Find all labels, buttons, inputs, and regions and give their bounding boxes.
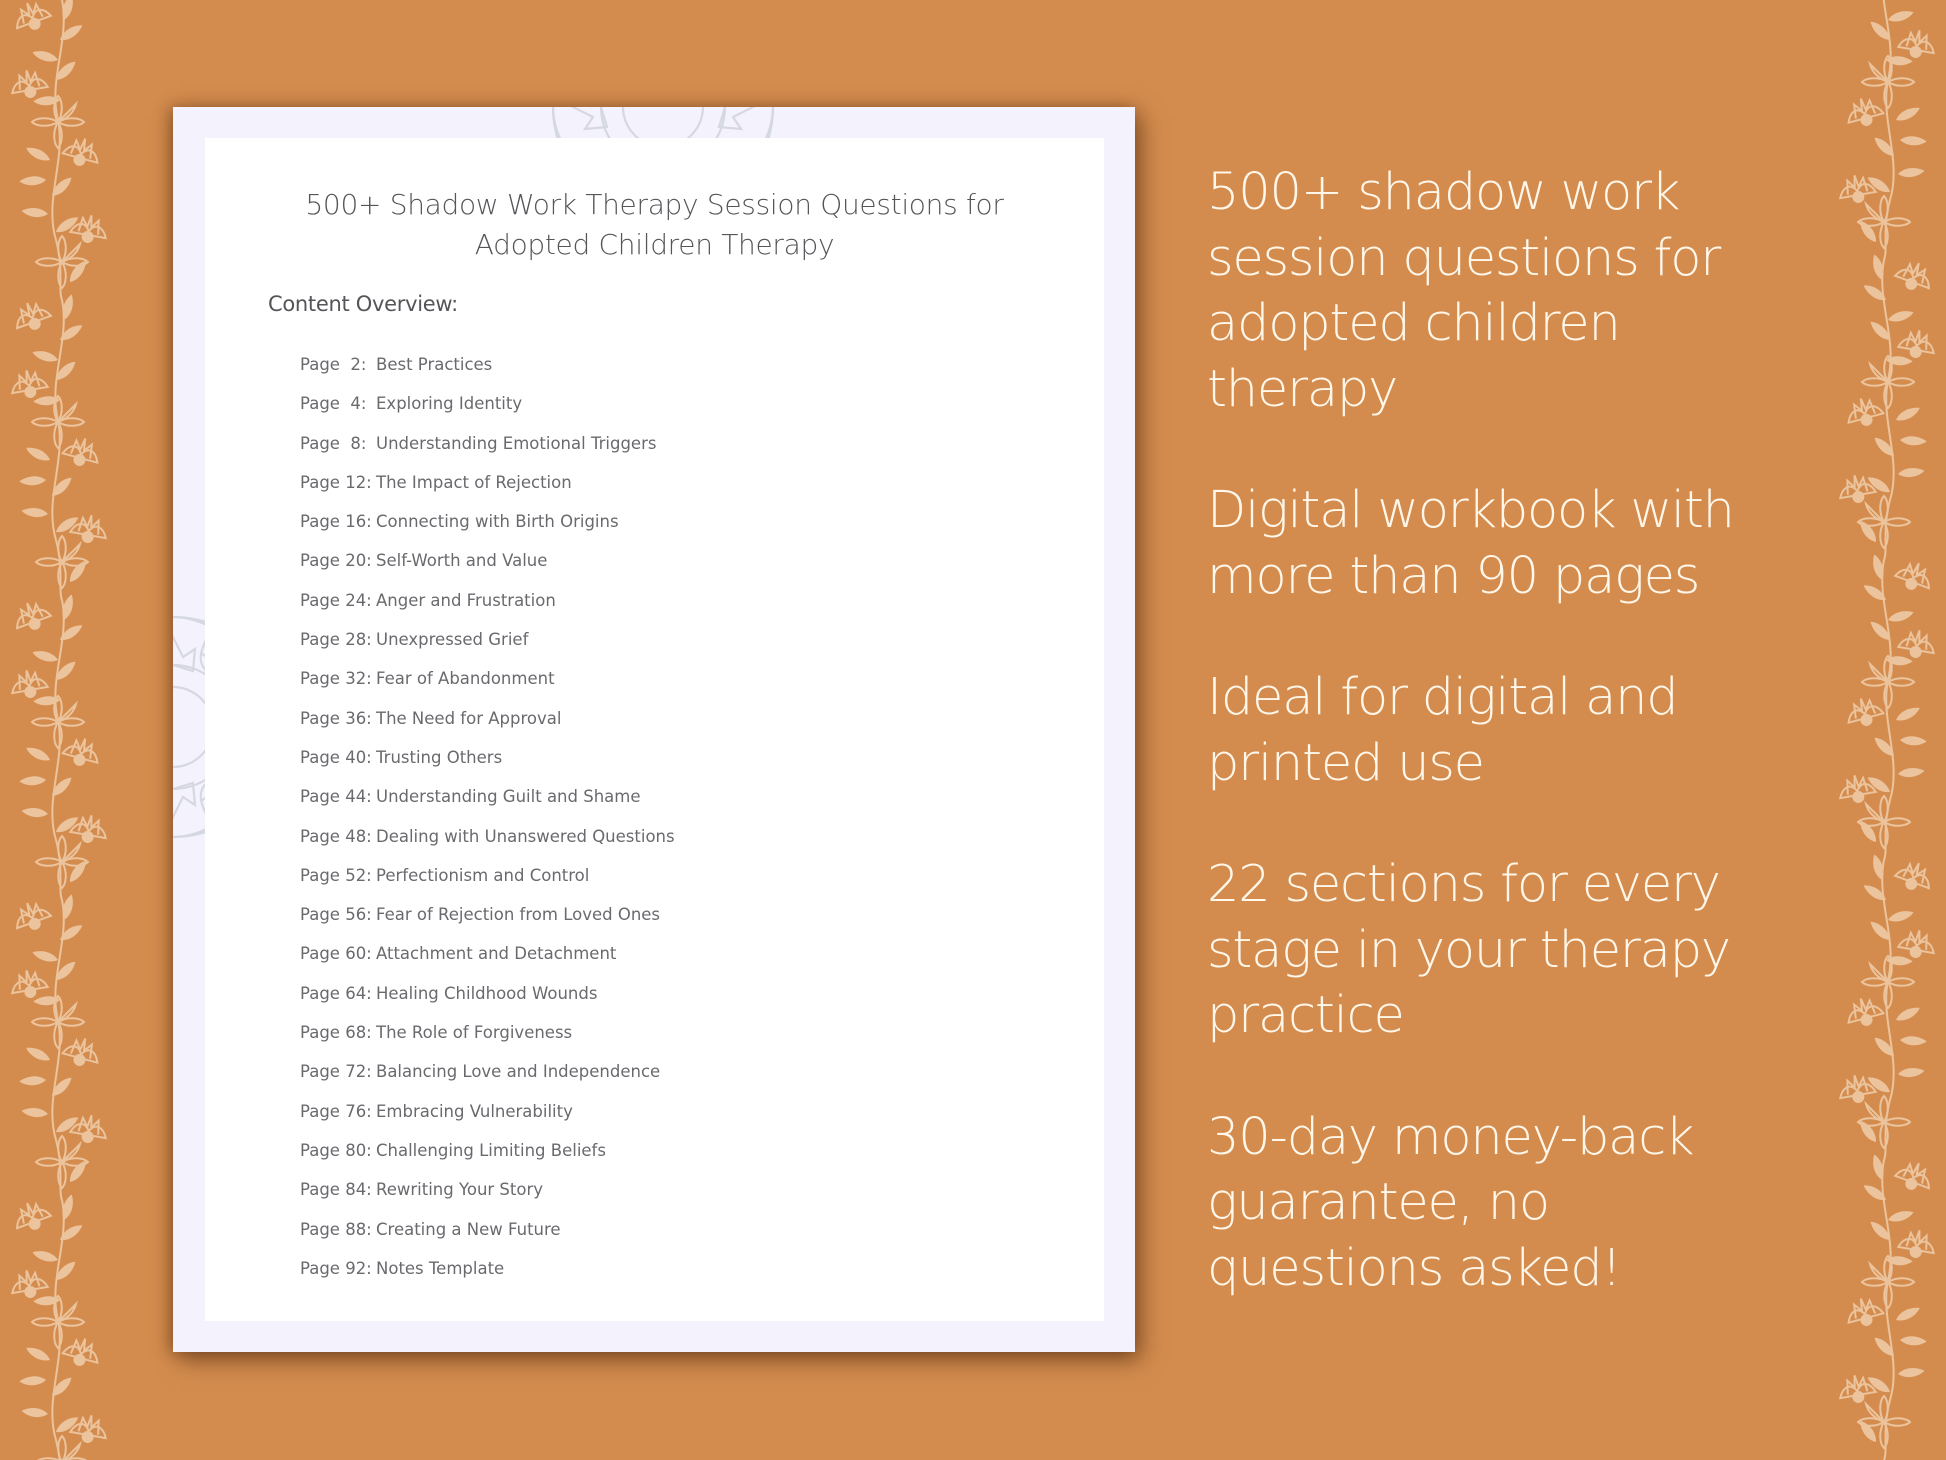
toc-item: Page 60: Attachment and Detachment xyxy=(300,944,617,964)
toc-item: Page 32: Fear of Abandonment xyxy=(300,669,555,689)
feature-item-usage: Ideal for digital and printed use xyxy=(1207,668,1678,793)
toc-item: Page 64: Healing Childhood Wounds xyxy=(300,983,598,1003)
toc-item: Page 44: Understanding Guilt and Shame xyxy=(300,787,641,807)
document-title-line-1: 500+ Shadow Work Therapy Session Questions for xyxy=(305,188,1004,221)
toc-item: Page 88: Creating a New Future xyxy=(300,1219,561,1239)
toc-item: Page 84: Rewriting Your Story xyxy=(300,1180,544,1200)
toc-item: Page 52: Perfectionism and Control xyxy=(300,865,590,885)
feature-item-questions: 500+ shadow work session questions for adopted children therapy xyxy=(1207,163,1721,419)
toc-item: Page 76: Embracing Vulnerability xyxy=(300,1101,573,1121)
toc-item: Page 72: Balancing Love and Independence xyxy=(300,1062,661,1082)
feature-item-pages: Digital workbook with more than 90 pages xyxy=(1207,481,1734,606)
floral-vine-left-icon xyxy=(0,0,130,1460)
toc-item: Page 80: Challenging Limiting Beliefs xyxy=(300,1140,606,1160)
toc-item: Page 48: Dealing with Unanswered Questions xyxy=(300,826,675,846)
document-title xyxy=(205,185,1104,265)
toc-item: Page 92: Notes Template xyxy=(300,1258,505,1278)
toc-item: Page 8: Understanding Emotional Triggers xyxy=(300,433,657,453)
content-overview-heading: Content Overview: xyxy=(268,292,458,316)
feature-item-sections: 22 sections for every stage in your therapy practice xyxy=(1207,855,1730,1045)
document-page xyxy=(205,138,1104,1321)
toc-item: Page 56: Fear of Rejection from Loved Ones xyxy=(300,905,661,925)
toc-item: Page 40: Trusting Others xyxy=(300,747,503,767)
mandala-right-icon xyxy=(1105,577,1135,877)
feature-list xyxy=(1207,160,1807,1357)
toc-item: Page 12: The Impact of Rejection xyxy=(300,472,572,492)
table-of-contents xyxy=(300,345,675,1288)
mandala-bottom-icon xyxy=(513,1317,813,1352)
toc-item: Page 4: Exploring Identity xyxy=(300,394,523,414)
toc-item: Page 36: The Need for Approval xyxy=(300,708,562,728)
feature-item-guarantee: 30-day money-back guarantee, no questions asked! xyxy=(1207,1107,1694,1298)
toc-item: Page 68: The Role of Forgiveness xyxy=(300,1023,573,1043)
toc-item: Page 16: Connecting with Birth Origins xyxy=(300,512,619,532)
toc-item: Page 24: Anger and Frustration xyxy=(300,590,556,610)
floral-vine-right-icon xyxy=(1816,0,1946,1460)
document-preview-card xyxy=(173,107,1135,1352)
toc-item: Page 20: Self-Worth and Value xyxy=(300,551,548,571)
toc-item: Page 2: Best Practices xyxy=(300,355,493,374)
toc-item: Page 28: Unexpressed Grief xyxy=(300,630,529,650)
document-title-line-2: Adopted Children Therapy xyxy=(474,228,835,261)
